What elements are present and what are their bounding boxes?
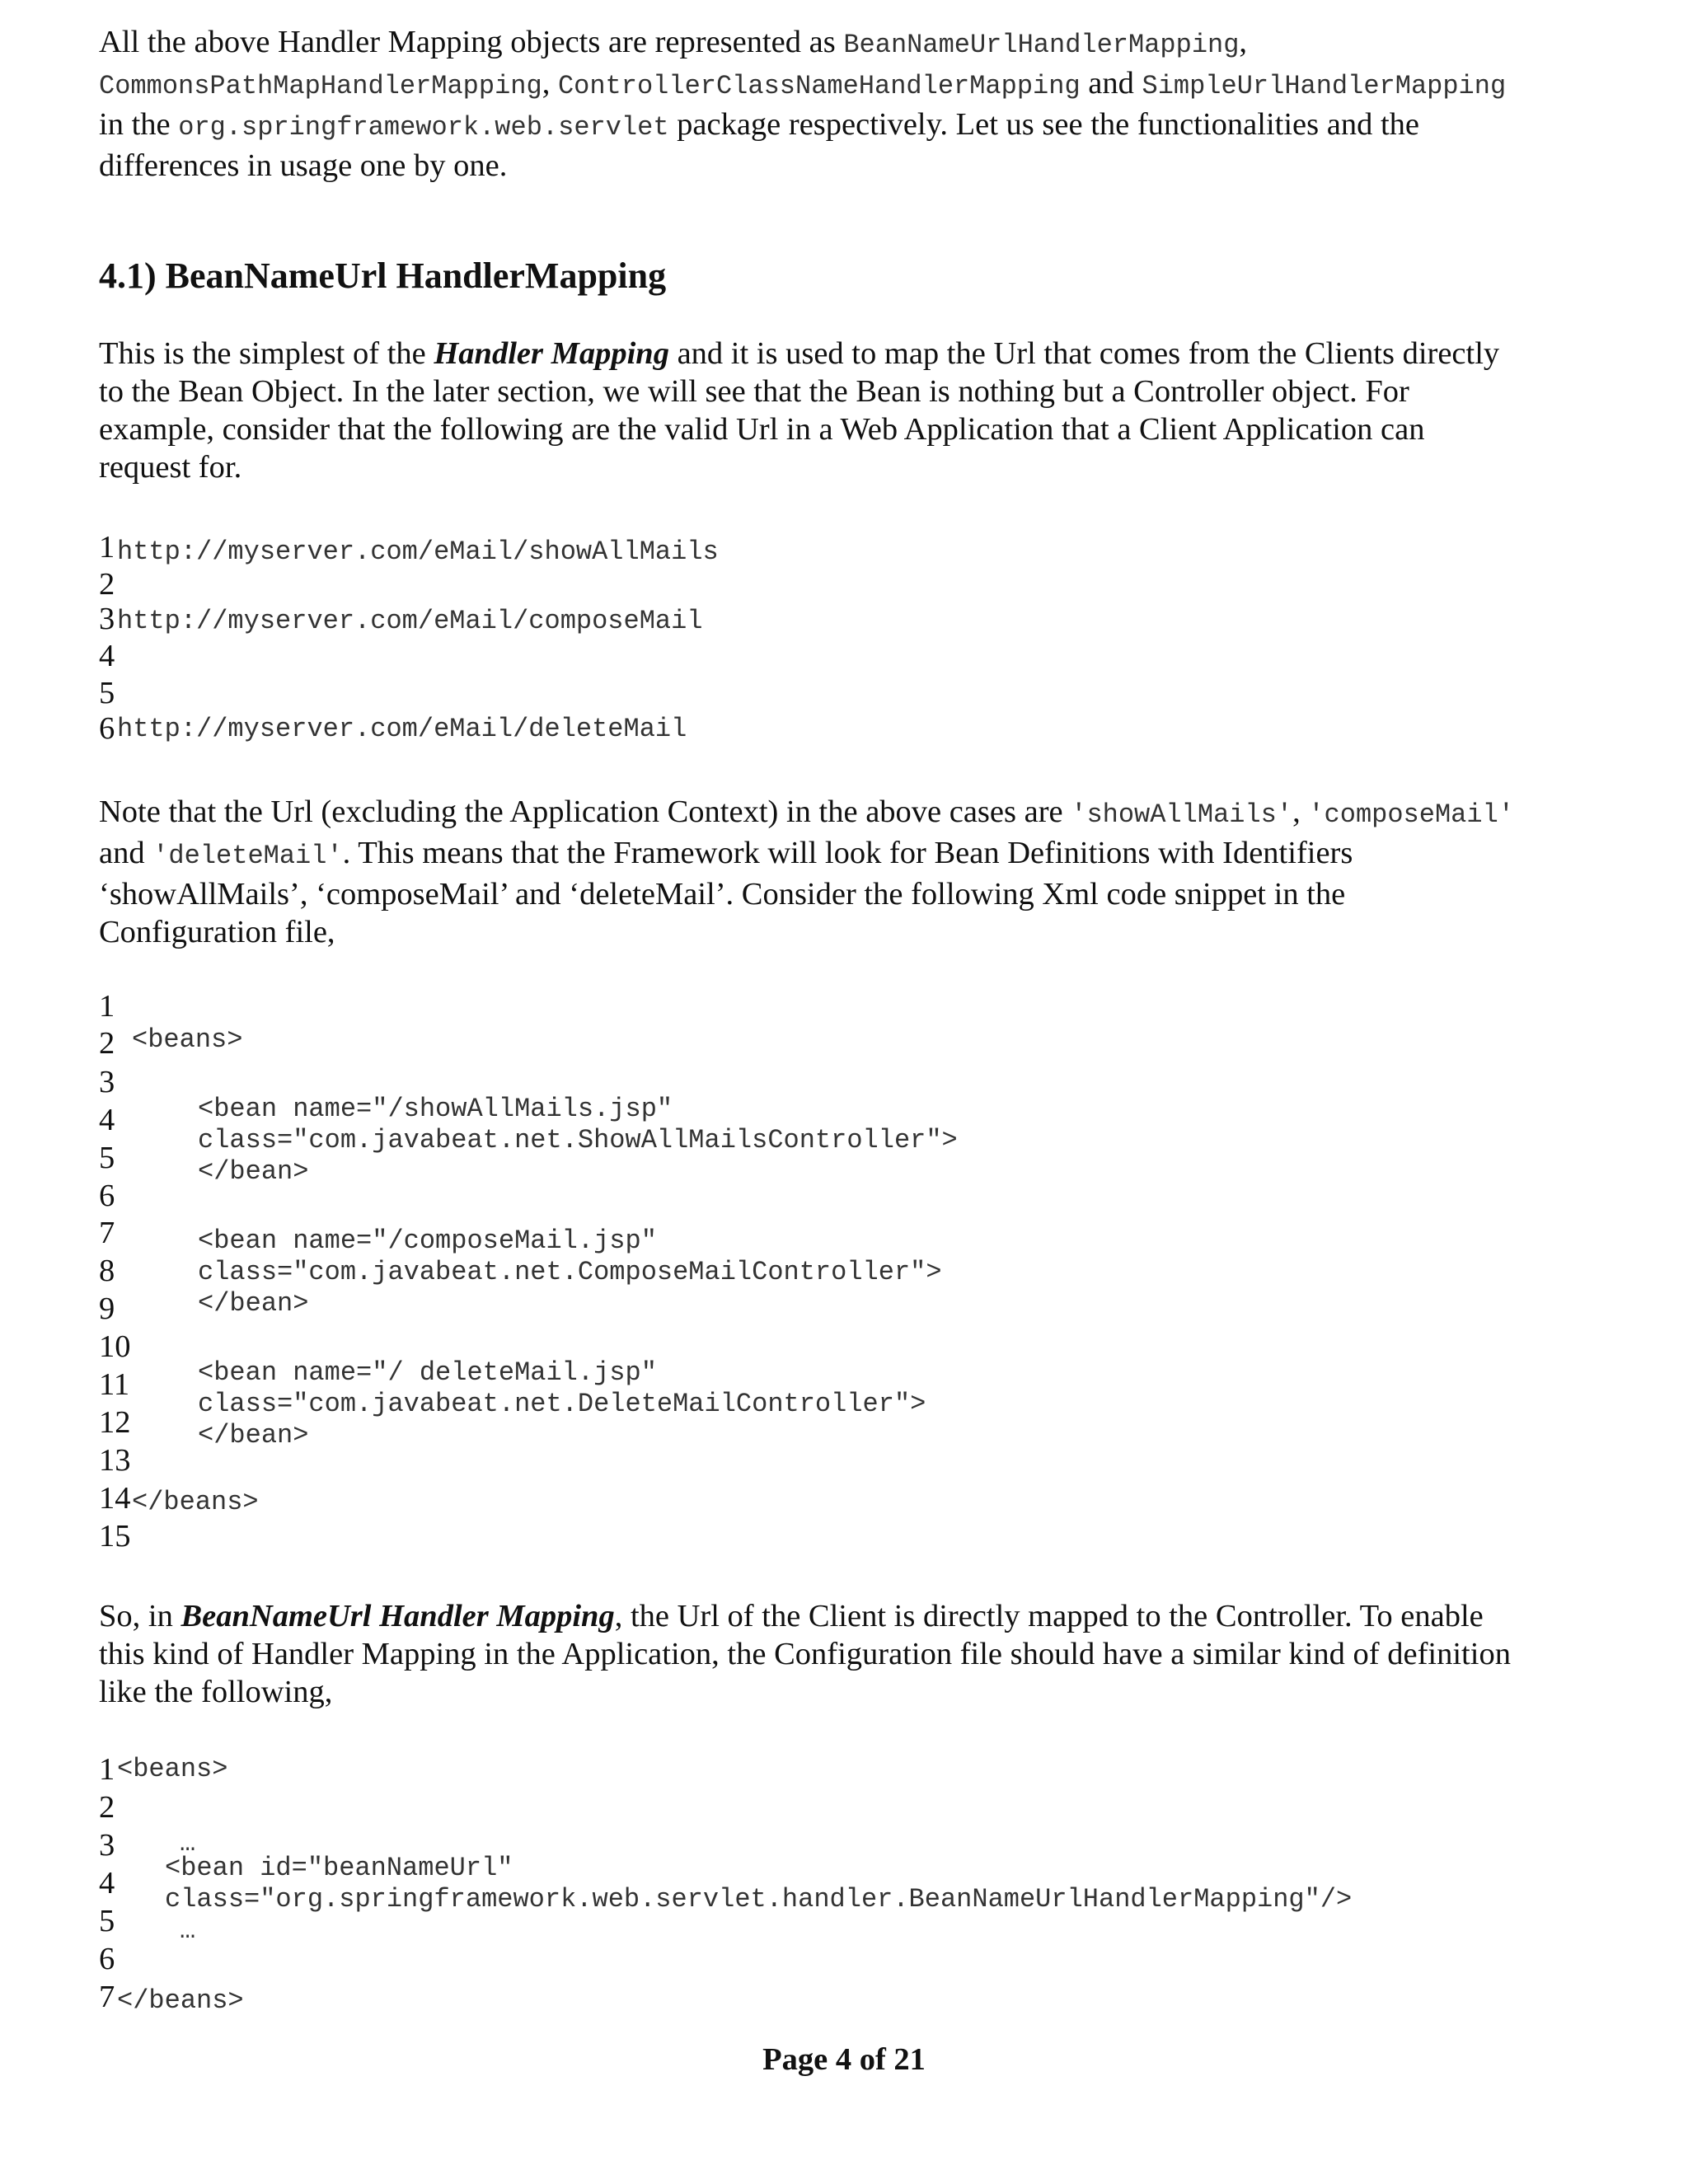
line-number: 4 [99,639,115,673]
inline-code: 'showAllMails' [1071,799,1293,830]
line-number: 7 [99,1216,115,1250]
paragraph-text: Note that the Url (excluding the Application Context) in the above cases are [99,794,1071,829]
code-url: http://myserver.com/eMail/deleteMail [117,714,687,744]
inline-code: ControllerClassNameHandlerMapping [557,71,1081,101]
code-ellipsis: … [180,1915,196,1946]
intro-line-3 [99,105,1607,147]
code-url: http://myserver.com/eMail/showAllMails [117,537,719,567]
line-number: 6 [99,711,115,746]
intro-punct: , [1239,25,1248,59]
paragraph-text: , [1292,794,1309,829]
line-number: 6 [99,1942,115,1976]
paragraph-note [99,793,1607,951]
code-line: </beans> [132,1487,259,1517]
paragraph-simplest [99,335,1607,486]
code-line: </beans> [117,1985,244,2016]
code-line: <bean name="/composeMail.jsp" [198,1226,657,1256]
line-number: 1 [99,530,115,565]
inline-code: org.springframework.web.servlet [178,112,669,143]
intro-punct: , [542,66,558,101]
paragraph-text: , the Url of the Client is directly mapped to the Controller. To enable [614,1599,1484,1633]
paragraph-line [99,793,1607,834]
intro-text: and [1080,66,1142,101]
paragraph-line: Configuration file, [99,915,335,949]
code-ellipsis: … [180,1828,196,1858]
paragraph-line: to the Bean Object. In the later section, we will see that the Bean is nothing but a Controller object. For [99,374,1409,409]
code-line: </bean> [198,1156,309,1187]
line-number: 2 [99,1790,115,1825]
line-number: 5 [99,676,115,710]
code-line: class="com.javabeat.net.DeleteMailController"> [198,1389,926,1419]
code-line: class="org.springframework.web.servlet.handler.BeanNameUrlHandlerMapping"/> [165,1884,1353,1915]
line-number: 5 [99,1904,115,1938]
paragraph-line: like the following, [99,1675,333,1709]
line-number: 15 [99,1519,131,1554]
code-line: </bean> [198,1288,309,1319]
line-number: 7 [99,1980,115,2014]
code-line: <bean name="/ deleteMail.jsp" [198,1357,657,1388]
paragraph-text: . This means that the Framework will look for Bean Definitions with Identifiers [342,836,1353,870]
paragraph-text: This is the simplest of the [99,336,434,371]
line-number: 2 [99,567,115,602]
paragraph-text: So, in [99,1599,181,1633]
line-number: 4 [99,1866,115,1900]
line-number: 6 [99,1179,115,1213]
line-number: 5 [99,1141,115,1175]
section-heading: 4.1) BeanNameUrl HandlerMapping [99,255,667,296]
inline-code: 'composeMail' [1308,799,1514,830]
line-number: 10 [99,1329,131,1364]
code-url: http://myserver.com/eMail/composeMail [117,606,703,636]
paragraph-text: and it is used to map the Url that comes from the Clients directly [668,336,1500,371]
inline-code: SimpleUrlHandlerMapping [1142,71,1507,101]
line-number: 3 [99,1065,115,1099]
line-number: 13 [99,1443,131,1478]
code-line: <bean id="beanNameUrl" [165,1853,513,1883]
inline-code: 'deleteMail' [152,841,343,871]
paragraph-line: this kind of Handler Mapping in the Application, the Configuration file should have a similar kind of definition [99,1637,1511,1671]
line-number: 9 [99,1291,115,1326]
paragraph-line: example, consider that the following are the valid Url in a Web Application that a Client Application can [99,412,1425,447]
intro-paragraph [99,23,1607,185]
line-number: 8 [99,1254,115,1288]
intro-line-2 [99,64,1607,105]
intro-text: in the [99,107,179,142]
inline-code: CommonsPathMapHandlerMapping [99,71,542,101]
paragraph-line [99,834,1607,875]
code-line: <beans> [132,1024,243,1055]
intro-line-4: differences in usage one by one. [99,148,508,183]
code-line: </bean> [198,1420,309,1451]
line-number: 2 [99,1026,115,1061]
line-number: 4 [99,1103,115,1137]
line-number: 12 [99,1405,131,1440]
code-line: <bean name="/showAllMails.jsp" [198,1094,673,1124]
line-number: 3 [99,1828,115,1863]
page-number: Page 4 of 21 [762,2042,926,2077]
line-number: 3 [99,602,115,636]
code-line: class="com.javabeat.net.ShowAllMailsController"> [198,1125,958,1155]
emphasis-text: Handler Mapping [434,336,669,371]
code-line: class="com.javabeat.net.ComposeMailController"> [198,1257,942,1287]
line-number: 1 [99,1752,115,1787]
paragraph-line [99,335,1607,373]
intro-text: All the above Handler Mapping objects are represented as [99,25,844,59]
paragraph-text: and [99,836,153,870]
paragraph-line [99,1597,1607,1635]
paragraph-line: request for. [99,450,242,485]
line-number: 11 [99,1367,130,1402]
emphasis-text: BeanNameUrl Handler Mapping [181,1599,615,1633]
line-number: 1 [99,989,115,1024]
intro-text: package respectively. Let us see the functionalities and the [668,107,1419,142]
intro-line-1 [99,23,1607,64]
paragraph-line: ‘showAllMails’, ‘composeMail’ and ‘deleteMail’. Consider the following Xml code snippet in the [99,877,1346,912]
inline-code: BeanNameUrlHandlerMapping [843,30,1240,60]
code-line: <beans> [117,1754,228,1784]
paragraph-summary [99,1597,1607,1711]
line-number: 14 [99,1481,131,1516]
